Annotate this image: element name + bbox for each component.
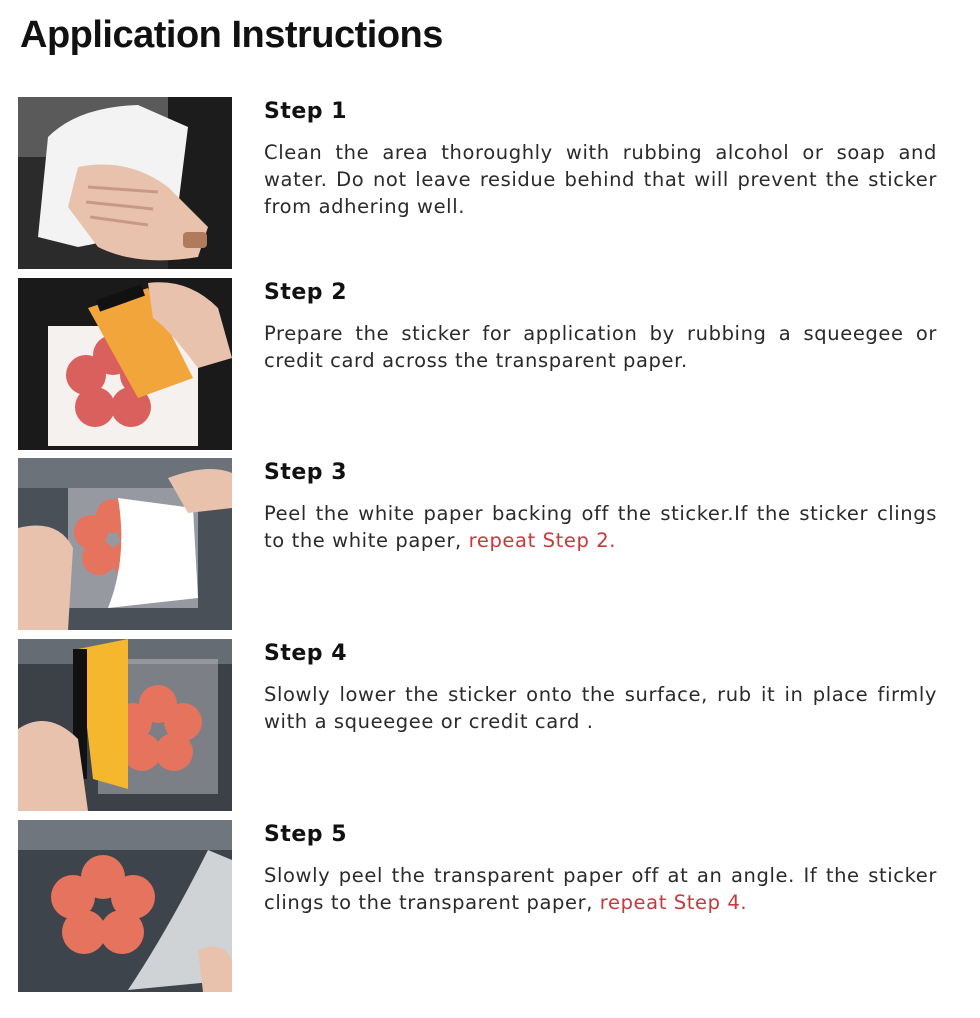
squeegee-on-window-photo bbox=[18, 639, 232, 811]
step-title: Step 4 bbox=[264, 641, 347, 666]
peeling-transfer-paper-photo bbox=[18, 820, 232, 992]
step-description: Slowly peel the transparent paper off at an angle. If the sticker clings to the transparent paper, repeat Step 4. bbox=[264, 864, 937, 914]
step-4 bbox=[18, 639, 958, 811]
squeegee-on-sticker-photo bbox=[18, 278, 232, 450]
step-5 bbox=[18, 820, 958, 992]
step-title: Step 2 bbox=[264, 280, 347, 305]
repeat-step-4-link: repeat Step 4. bbox=[599, 891, 748, 914]
hand-wiping-window-photo bbox=[18, 97, 232, 269]
peeling-backing-photo bbox=[18, 458, 232, 630]
step-title: Step 3 bbox=[264, 460, 347, 485]
step-description: Clean the area thoroughly with rubbing alcohol or soap and water. Do not leave residue behind that will prevent the sticker from adhering well. bbox=[264, 141, 937, 218]
page-title: Application Instructions bbox=[20, 14, 443, 56]
step-2 bbox=[18, 278, 958, 450]
step-3 bbox=[18, 458, 958, 630]
step-1 bbox=[18, 97, 958, 269]
step-description: Prepare the sticker for application by rubbing a squeegee or credit card across the transparent paper. bbox=[264, 322, 937, 372]
step-description: Peel the white paper backing off the sticker.If the sticker clings to the white paper, repeat Step 2. bbox=[264, 502, 937, 552]
step-title: Step 1 bbox=[264, 99, 347, 124]
step-description: Slowly lower the sticker onto the surface, rub it in place firmly with a squeegee or credit card . bbox=[264, 683, 937, 733]
step-title: Step 5 bbox=[264, 822, 347, 847]
repeat-step-2-link: repeat Step 2. bbox=[468, 529, 617, 552]
